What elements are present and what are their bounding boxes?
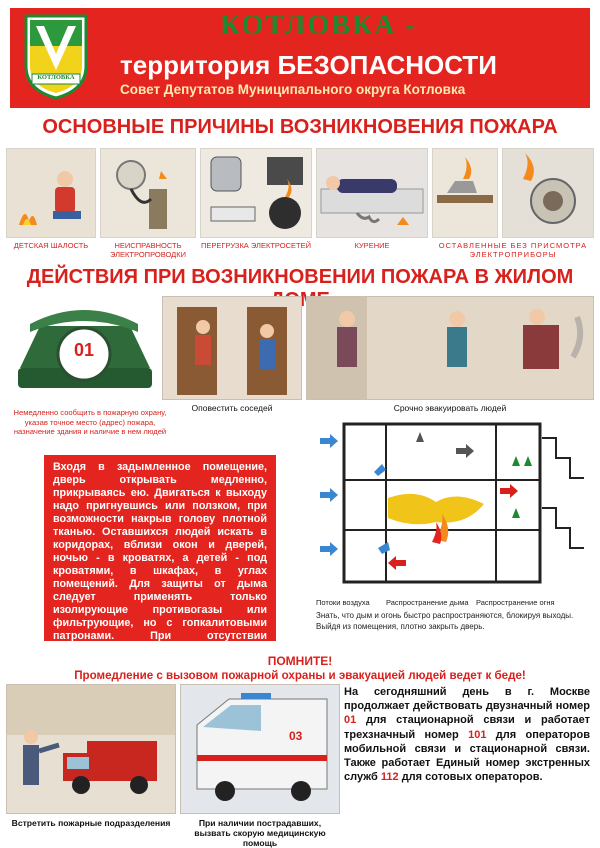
phone-number: 01 (73, 340, 95, 360)
cause-overload-image (200, 148, 312, 238)
council-name: Совет Депутатов Муниципального округа Котловка (120, 82, 466, 97)
phone-note: Немедленно сообщить в пожарную охрану, указав точное место (адрес) пожара, назначение здания и наличие в нем людей (13, 408, 167, 436)
emergency-number: 112 (380, 771, 399, 784)
plan-note: Знать, что дым и огонь быстро распространяются, блокируя выходы. Выйдя из помещения, плотно закрыть дверь. (316, 611, 574, 631)
emergency-number: 01 (344, 714, 357, 727)
cause-label: ДЕТСКАЯ ШАЛОСТЬ (13, 241, 89, 250)
emergency-text: для сотовых операторов. (401, 771, 543, 784)
headline: территория БЕЗОПАСНОСТИ (120, 50, 497, 80)
kotlovka-coat-of-arms (22, 12, 90, 102)
logo-text: КОТЛОВКА (37, 74, 75, 81)
remember-warning: Промедление с вызовом пожарной охраны и эвакуацией людей ведет к беде! (74, 669, 526, 682)
cause-unattended-heater-image (502, 148, 594, 238)
smoke-instructions: Входя в задымленное помещение, дверь открывать медленно, прикрываясь ею. Двигаться к выходу надо пригнувшись или ползком, при возможности накрыв голову плотной тканью. Оставшихся людей искать в коридорах, вблизи окон и дверей, ночью - в кроватях, а детей - под кроватями, в шкафах, в углах помещений. Для защиты от дыма следует применять только изолирующие противогазы или фильтрующие, но с гопкалитовыми патронами. При отсутствии противогаза можно использовать влажные повязки. (44, 455, 276, 641)
evacuate-people-image (306, 296, 594, 400)
legend-fire: Распространение огня (476, 598, 555, 607)
brand-title: КОТЛОВКА - (220, 10, 417, 41)
emergency-text: для операторов мобильной связи и стационарной связи. Также работает Единый номер экстренных служб (344, 728, 590, 784)
ambulance-image (180, 684, 340, 814)
remember-title: ПОМНИТЕ! (267, 654, 333, 668)
firefighters-image (6, 684, 176, 814)
cause-smoking-image (316, 148, 428, 238)
cause-label: ОСТАВЛЕННЫЕ БЕЗ ПРИСМОТРА ЭЛЕКТРОПРИБОРЫ (438, 241, 588, 259)
cause-label: НЕИСПРАВНОСТЬ ЭЛЕКТРОПРОВОДКИ (109, 241, 186, 259)
firefighters-caption: Встретить пожарные подразделения (11, 818, 171, 828)
cause-unattended-iron-image (432, 148, 498, 238)
cause-label: ПЕРЕГРУЗКА ЭЛЕКТРОСЕТЕЙ (201, 241, 311, 250)
phone-image (10, 296, 158, 404)
ambulance-number: 03 (289, 729, 303, 743)
evacuation-plan-diagram (316, 418, 592, 594)
legend-smoke: Распространение дыма (386, 598, 469, 607)
notify-caption: Оповестить соседей (191, 403, 273, 413)
actions-title: ДЕЙСТВИЯ ПРИ ВОЗНИКНОВЕНИИ ПОЖАРА В ЖИЛОМ (26, 266, 574, 288)
legend-air: Потоки воздуха (316, 598, 370, 607)
emergency-numbers-text (344, 685, 590, 784)
emergency-text: для стационарной связи и работает трехзначный номер (344, 714, 590, 741)
emergency-text: На сегодняшний день в г. Москве продолжает действовать двузначный номер (344, 686, 590, 713)
cause-label: КУРЕНИЕ (354, 241, 390, 250)
evacuate-caption: Срочно эвакуировать людей (393, 403, 507, 413)
emergency-number: 101 (468, 728, 487, 741)
cause-child-play-image (6, 148, 96, 238)
causes-title: ОСНОВНЫЕ ПРИЧИНЫ ВОЗНИКНОВЕНИЯ ПОЖАРА (42, 116, 558, 138)
ambulance-caption: При наличии пострадавших, вызвать скорую медицинскую помощь (194, 818, 326, 848)
cause-faulty-wiring-image (100, 148, 196, 238)
notify-neighbors-image (162, 296, 302, 400)
